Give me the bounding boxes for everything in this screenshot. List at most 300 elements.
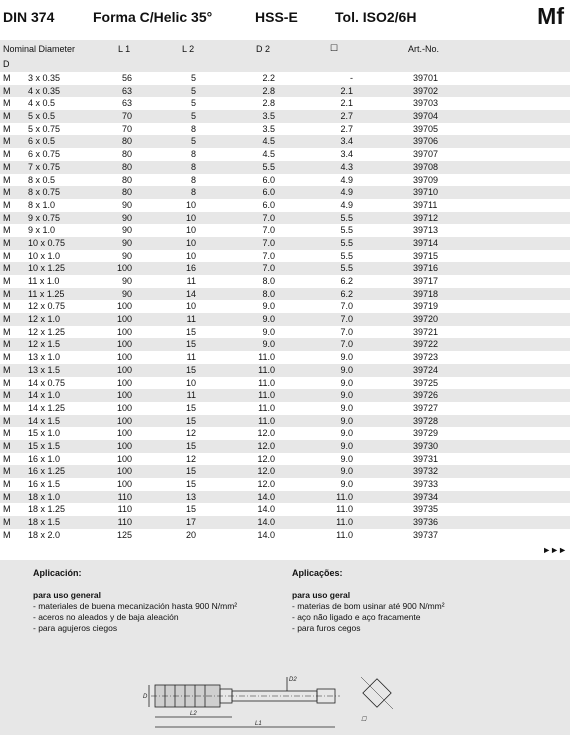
table-row	[0, 440, 570, 453]
length-l1: 90	[121, 199, 132, 210]
col-nominal: Nominal Diameter	[3, 44, 76, 54]
article-number: 39734	[413, 491, 439, 502]
square-size: 9.0	[340, 466, 353, 477]
shank-d2: 4.5	[262, 136, 275, 147]
length-l2: 15	[185, 440, 196, 451]
shank-d2: 11.0	[258, 415, 275, 426]
article-number: 39721	[413, 326, 439, 337]
length-l1: 100	[116, 453, 132, 464]
thread-prefix: M	[3, 288, 11, 299]
table-row	[0, 288, 570, 301]
length-l2: 12	[185, 428, 196, 439]
thread-type-badge: Mf	[537, 3, 564, 29]
nominal-size: 11 x 1.25	[28, 288, 65, 299]
article-number: 39707	[413, 149, 439, 160]
square-size: 9.0	[340, 377, 353, 388]
nominal-size: 11 x 1.0	[28, 276, 60, 286]
length-l2: 8	[190, 187, 196, 198]
nominal-size: 9 x 1.0	[28, 225, 56, 236]
square-size: 11.0	[336, 491, 353, 502]
application-es-item: - para agujeros ciegos	[33, 623, 118, 633]
col-d: D	[3, 59, 10, 69]
application-pt-item: - materias de bom usinar até 900 N/mm²	[292, 601, 445, 611]
square-size: 11.0	[336, 517, 353, 528]
shank-d2: 8.0	[262, 288, 275, 299]
article-number: 39714	[413, 237, 439, 248]
table-row	[0, 110, 570, 123]
thread-prefix: M	[3, 212, 11, 223]
nominal-size: 6 x 0.75	[28, 149, 61, 160]
thread-prefix: M	[3, 250, 11, 261]
length-l1: 100	[116, 364, 132, 375]
article-number: 39737	[413, 529, 439, 540]
table-row	[0, 389, 570, 402]
nominal-size: 14 x 1.0	[28, 390, 61, 401]
nominal-size: 18 x 2.0	[28, 529, 61, 540]
application-es-heading: Aplicación:	[33, 568, 82, 578]
length-l2: 15	[185, 504, 196, 515]
shank-d2: 11.0	[258, 364, 275, 375]
nominal-size: 13 x 1.0	[28, 352, 61, 363]
label-l1: L1	[255, 721, 262, 727]
nominal-size: 10 x 0.75	[28, 237, 66, 248]
shank-d2: 3.5	[262, 123, 275, 134]
shank-d2: 8.0	[262, 276, 275, 286]
article-number: 39735	[413, 504, 439, 515]
article-number: 39717	[413, 276, 439, 286]
nominal-size: 12 x 1.0	[28, 314, 61, 325]
length-l1: 80	[121, 149, 132, 160]
square-size: 9.0	[340, 453, 353, 464]
nominal-size: 13 x 1.5	[28, 364, 61, 375]
col-square: ☐	[330, 43, 339, 53]
material-label: HSS-E	[255, 9, 298, 25]
square-size: 2.7	[340, 111, 353, 122]
length-l1: 70	[121, 111, 132, 122]
thread-prefix: M	[3, 301, 11, 312]
shank-d2: 12.0	[257, 440, 275, 451]
nominal-size: 14 x 1.5	[28, 415, 61, 426]
thread-prefix: M	[3, 453, 11, 464]
nominal-size: 14 x 0.75	[28, 377, 66, 388]
tap-diagram	[135, 665, 435, 735]
thread-prefix: M	[3, 364, 11, 375]
nominal-size: 15 x 1.0	[28, 428, 61, 439]
length-l2: 8	[190, 161, 196, 172]
thread-prefix: M	[3, 479, 11, 489]
length-l1: 100	[116, 314, 132, 325]
square-size: 11.0	[336, 504, 353, 515]
square-size: 11.0	[336, 529, 353, 540]
article-number: 39719	[413, 301, 439, 312]
shank-d2: 14.0	[257, 517, 275, 528]
length-l2: 8	[190, 149, 196, 160]
continue-arrows: ►►►	[542, 545, 566, 555]
thread-prefix: M	[3, 390, 11, 401]
length-l2: 10	[185, 250, 196, 261]
square-size: 9.0	[340, 415, 353, 426]
shank-d2: 11.0	[258, 390, 275, 401]
table-header	[0, 40, 570, 72]
application-pt-item: - aço não ligado e aço fracamente	[292, 612, 421, 622]
square-size: 5.5	[340, 250, 353, 261]
length-l1: 90	[121, 237, 132, 248]
shank-d2: 4.5	[262, 149, 275, 160]
standard-label: DIN 374	[3, 9, 55, 25]
nominal-size: 18 x 1.25	[28, 504, 66, 515]
square-size: 2.1	[340, 98, 353, 109]
article-number: 39725	[413, 377, 439, 388]
nominal-size: 7 x 0.75	[28, 161, 61, 172]
article-number: 39723	[413, 352, 439, 363]
square-size: 3.4	[340, 136, 353, 147]
spec-table	[0, 72, 570, 541]
table-row	[0, 161, 570, 174]
length-l1: 100	[116, 352, 132, 363]
table-row	[0, 529, 570, 542]
square-size: 9.0	[340, 364, 353, 375]
thread-prefix: M	[3, 136, 11, 147]
article-number: 39726	[413, 390, 439, 401]
length-l1: 100	[116, 377, 132, 388]
table-row	[0, 300, 570, 313]
square-size: 9.0	[340, 390, 353, 401]
nominal-size: 10 x 1.0	[28, 250, 61, 261]
square-size: 6.2	[340, 288, 353, 299]
table-row	[0, 364, 570, 377]
table-row	[0, 338, 570, 351]
table-row	[0, 250, 570, 263]
article-number: 39727	[413, 402, 439, 413]
table-row	[0, 72, 570, 85]
thread-prefix: M	[3, 199, 11, 210]
thread-prefix: M	[3, 466, 11, 477]
length-l1: 110	[117, 504, 132, 515]
length-l2: 8	[190, 123, 196, 134]
table-row	[0, 97, 570, 110]
square-size: 3.4	[340, 149, 353, 160]
thread-prefix: M	[3, 377, 11, 388]
length-l1: 90	[121, 288, 132, 299]
length-l1: 70	[121, 123, 132, 134]
table-row	[0, 465, 570, 478]
shank-d2: 7.0	[262, 237, 275, 248]
thread-prefix: M	[3, 339, 11, 350]
shank-d2: 14.0	[257, 529, 275, 540]
application-es-item: - aceros no aleados y de baja aleación	[33, 612, 179, 622]
thread-prefix: M	[3, 73, 11, 83]
application-pt	[292, 568, 445, 634]
article-number: 39728	[413, 415, 439, 426]
article-number: 39720	[413, 314, 439, 325]
square-size: 4.9	[340, 174, 353, 185]
square-size: 2.7	[340, 123, 353, 134]
label-square: ☐	[361, 717, 367, 723]
shank-d2: 12.0	[257, 466, 275, 477]
nominal-size: 9 x 0.75	[28, 212, 61, 223]
shank-d2: 6.0	[262, 187, 275, 198]
length-l1: 100	[116, 301, 132, 312]
nominal-size: 3 x 0.35	[28, 73, 61, 83]
thread-prefix: M	[3, 98, 11, 109]
length-l2: 10	[185, 199, 196, 210]
thread-prefix: M	[3, 276, 11, 286]
length-l2: 20	[185, 529, 196, 540]
label-d: D	[143, 694, 148, 700]
table-row	[0, 224, 570, 237]
table-row	[0, 186, 570, 199]
square-size: 4.3	[340, 161, 353, 172]
shank-d2: 6.0	[262, 199, 275, 210]
length-l2: 5	[190, 136, 196, 147]
square-size: 9.0	[340, 402, 353, 413]
length-l1: 100	[116, 326, 132, 337]
shank-d2: 12.0	[257, 479, 275, 489]
table-row	[0, 351, 570, 364]
length-l1: 80	[121, 136, 132, 147]
nominal-size: 5 x 0.75	[28, 123, 61, 134]
article-number: 39736	[413, 517, 439, 528]
article-number: 39701	[413, 73, 439, 83]
thread-prefix: M	[3, 326, 11, 337]
table-row	[0, 199, 570, 212]
length-l1: 63	[121, 85, 132, 96]
thread-prefix: M	[3, 123, 11, 134]
article-number: 39716	[413, 263, 439, 274]
square-size: 4.9	[340, 187, 353, 198]
article-number: 39705	[413, 123, 439, 134]
shank-d2: 12.0	[257, 428, 275, 439]
col-art: Art.-No.	[408, 44, 440, 54]
length-l1: 100	[116, 466, 132, 477]
square-size: 5.5	[340, 225, 353, 236]
length-l1: 56	[121, 73, 132, 83]
article-number: 39708	[413, 161, 439, 172]
nominal-size: 12 x 1.25	[28, 326, 66, 337]
application-pt-heading: Aplicações:	[292, 568, 343, 578]
square-size: 7.0	[340, 301, 353, 312]
thread-prefix: M	[3, 491, 11, 502]
shank-d2: 11.0	[258, 377, 275, 388]
length-l1: 100	[116, 479, 132, 489]
thread-prefix: M	[3, 161, 11, 172]
nominal-size: 8 x 0.75	[28, 187, 61, 198]
table-row	[0, 402, 570, 415]
length-l2: 11	[186, 390, 196, 401]
length-l2: 11	[186, 314, 196, 325]
shank-d2: 14.0	[257, 491, 275, 502]
article-number: 39729	[413, 428, 439, 439]
length-l1: 100	[116, 428, 132, 439]
square-size: 7.0	[340, 339, 353, 350]
table-row	[0, 85, 570, 98]
thread-prefix: M	[3, 352, 11, 363]
shank-d2: 5.5	[262, 161, 275, 172]
length-l2: 15	[185, 339, 196, 350]
application-es-item: - materiales de buena mecanización hasta 900 N/mm²	[33, 601, 238, 611]
square-size: 5.5	[340, 263, 353, 274]
length-l2: 13	[185, 491, 196, 502]
thread-prefix: M	[3, 174, 11, 185]
length-l2: 15	[185, 402, 196, 413]
length-l2: 5	[190, 85, 196, 96]
shank-d2: 11.0	[258, 352, 275, 363]
col-l2: L 2	[182, 44, 195, 54]
table-row	[0, 148, 570, 161]
length-l2: 5	[190, 111, 196, 122]
square-size: 6.2	[340, 276, 353, 286]
length-l2: 5	[190, 98, 196, 109]
length-l2: 10	[185, 237, 196, 248]
article-number: 39733	[413, 479, 439, 489]
length-l2: 10	[185, 377, 196, 388]
shank-d2: 7.0	[262, 263, 275, 274]
length-l1: 80	[121, 161, 132, 172]
length-l2: 11	[186, 276, 196, 286]
table-row	[0, 262, 570, 275]
thread-prefix: M	[3, 85, 11, 96]
table-row	[0, 491, 570, 504]
length-l2: 12	[185, 453, 196, 464]
shank-d2: 9.0	[262, 314, 275, 325]
thread-prefix: M	[3, 225, 11, 236]
length-l2: 5	[190, 73, 196, 83]
shank-d2: 11.0	[258, 402, 275, 413]
article-number: 39702	[413, 85, 439, 96]
length-l1: 90	[121, 276, 132, 286]
shank-d2: 7.0	[262, 212, 275, 223]
table-row	[0, 326, 570, 339]
nominal-size: 16 x 1.25	[28, 466, 66, 477]
header	[0, 0, 570, 40]
shank-d2: 2.8	[262, 98, 275, 109]
article-number: 39724	[413, 364, 439, 375]
shank-d2: 9.0	[262, 326, 275, 337]
table-row	[0, 174, 570, 187]
shank-d2: 3.5	[262, 111, 275, 122]
article-number: 39711	[413, 199, 438, 210]
nominal-size: 4 x 0.5	[28, 98, 56, 109]
length-l2: 17	[185, 517, 196, 528]
nominal-size: 16 x 1.5	[28, 479, 61, 489]
length-l2: 8	[190, 174, 196, 185]
nominal-size: 18 x 1.0	[28, 491, 61, 502]
article-number: 39715	[413, 250, 439, 261]
length-l1: 100	[116, 339, 132, 350]
nominal-size: 14 x 1.25	[28, 402, 66, 413]
length-l1: 100	[116, 390, 132, 401]
shank-d2: 14.0	[257, 504, 275, 515]
length-l1: 125	[116, 529, 132, 540]
length-l1: 80	[121, 174, 132, 185]
article-number: 39722	[413, 339, 439, 350]
square-size: 9.0	[340, 428, 353, 439]
shank-d2: 2.8	[262, 85, 275, 96]
shank-d2: 7.0	[262, 225, 275, 236]
nominal-size: 6 x 0.5	[28, 136, 56, 147]
length-l1: 80	[121, 187, 132, 198]
square-size: 5.5	[340, 237, 353, 248]
shank-d2: 6.0	[262, 174, 275, 185]
length-l1: 110	[117, 491, 132, 502]
nominal-size: 5 x 0.5	[28, 111, 56, 122]
thread-prefix: M	[3, 504, 11, 515]
length-l1: 100	[116, 402, 132, 413]
nominal-size: 12 x 1.5	[28, 339, 61, 350]
nominal-size: 10 x 1.25	[28, 263, 66, 274]
length-l1: 100	[116, 440, 132, 451]
square-size: 9.0	[340, 352, 353, 363]
table-row	[0, 313, 570, 326]
length-l2: 10	[185, 212, 196, 223]
length-l1: 100	[116, 263, 132, 274]
length-l2: 15	[185, 479, 196, 489]
length-l1: 110	[117, 517, 132, 528]
shank-d2: 9.0	[262, 339, 275, 350]
length-l2: 10	[185, 225, 196, 236]
shank-d2: 7.0	[262, 250, 275, 261]
nominal-size: 8 x 1.0	[28, 199, 56, 210]
table-row	[0, 123, 570, 136]
nominal-size: 12 x 0.75	[28, 301, 66, 312]
square-size: -	[350, 73, 353, 83]
square-size: 7.0	[340, 326, 353, 337]
article-number: 39704	[413, 111, 439, 122]
table-row	[0, 503, 570, 516]
square-size: 9.0	[340, 440, 353, 451]
nominal-size: 16 x 1.0	[28, 453, 61, 464]
article-number: 39732	[413, 466, 439, 477]
thread-prefix: M	[3, 263, 11, 274]
length-l2: 15	[185, 326, 196, 337]
article-number: 39710	[413, 187, 439, 198]
length-l1: 90	[121, 250, 132, 261]
article-number: 39730	[413, 440, 439, 451]
table-row	[0, 212, 570, 225]
thread-prefix: M	[3, 440, 11, 451]
square-size: 4.9	[340, 199, 353, 210]
table-row	[0, 516, 570, 529]
thread-prefix: M	[3, 402, 11, 413]
square-size: 5.5	[340, 212, 353, 223]
length-l1: 90	[121, 225, 132, 236]
table-row	[0, 377, 570, 390]
length-l2: 15	[185, 415, 196, 426]
thread-prefix: M	[3, 187, 11, 198]
length-l1: 63	[121, 98, 132, 109]
table-row	[0, 415, 570, 428]
label-d2: D2	[289, 677, 297, 683]
col-l1: L 1	[118, 44, 131, 54]
application-pt-subheading: para uso geral	[292, 590, 351, 600]
nominal-size: 4 x 0.35	[28, 85, 61, 96]
thread-prefix: M	[3, 149, 11, 160]
tolerance-label: Tol. ISO2/6H	[335, 9, 417, 25]
shank-d2: 2.2	[262, 73, 275, 83]
thread-prefix: M	[3, 428, 11, 439]
shank-d2: 9.0	[262, 301, 275, 312]
article-number: 39703	[413, 98, 439, 109]
length-l2: 15	[185, 466, 196, 477]
thread-prefix: M	[3, 529, 11, 540]
square-size: 9.0	[340, 479, 353, 489]
thread-prefix: M	[3, 314, 11, 325]
table-row	[0, 237, 570, 250]
article-number: 39718	[413, 288, 439, 299]
application-pt-item: - para furos cegos	[292, 623, 361, 633]
form-label: Forma C/Helic 35°	[93, 9, 213, 25]
article-number: 39713	[413, 225, 439, 236]
